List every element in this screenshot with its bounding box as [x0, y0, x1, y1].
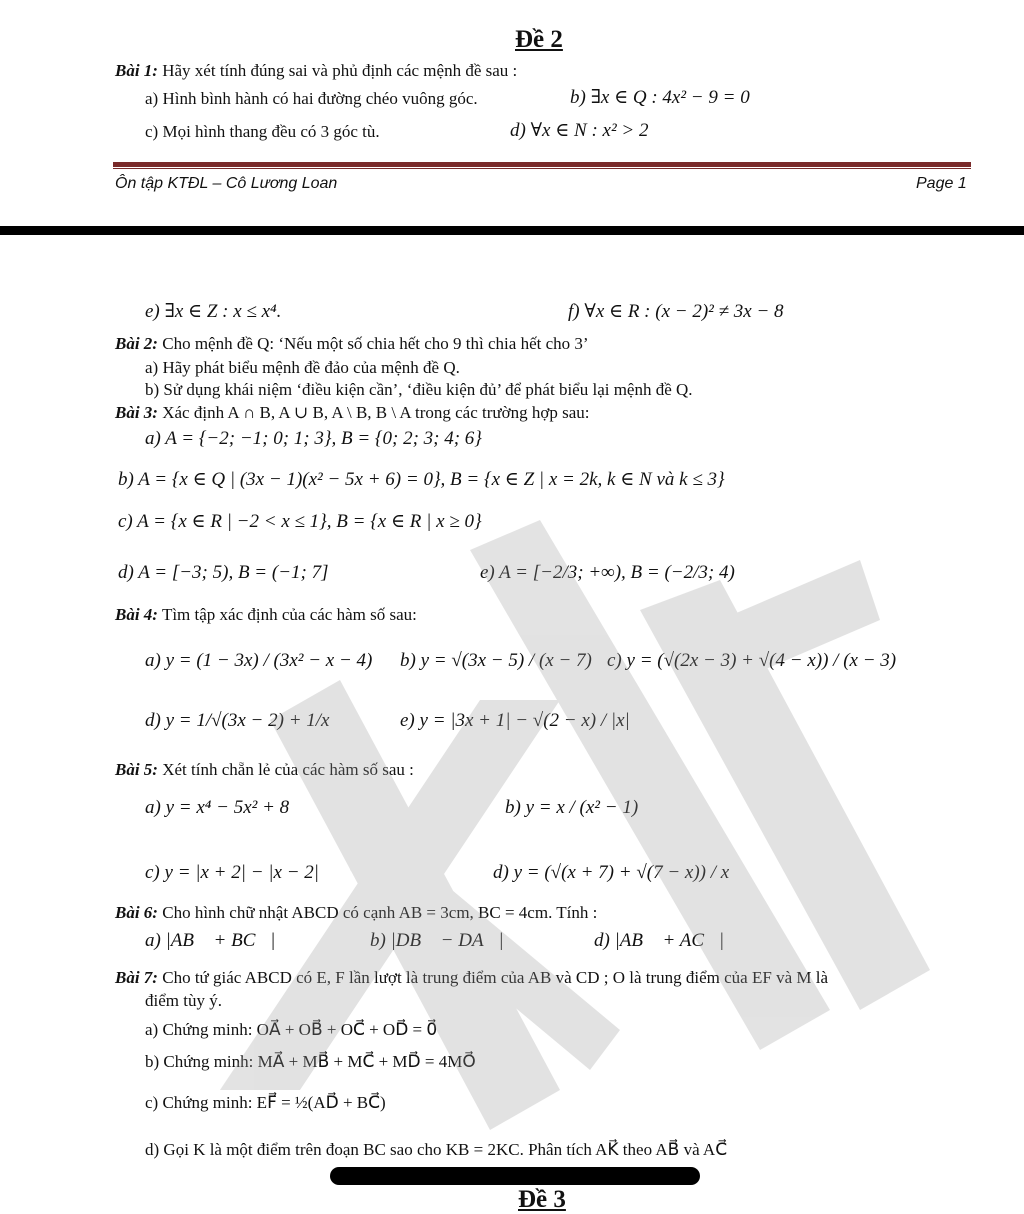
bai2-text: Cho mệnh đề Q: ‘Nếu một số chia hết cho 9 thì chia hết cho 3’	[162, 334, 589, 353]
bai5-item-d: d) y = (√(x + 7) + √(7 − x)) / x	[493, 862, 730, 883]
bai5-text: Xét tính chẵn lẻ của các hàm số sau :	[162, 760, 414, 779]
bai7-text-cont: điểm tùy ý.	[145, 991, 222, 1010]
bai6-item-a: a) |AB⃗ + BC⃗|	[145, 930, 276, 951]
bai6-item-d: d) |AB⃗ + AC⃗|	[594, 930, 725, 951]
bai7-heading: Bài 7:	[115, 968, 158, 987]
bai1-item-f: f) ∀x ∈ R : (x − 2)² ≠ 3x − 8	[568, 301, 784, 322]
scroll-indicator-bar	[330, 1167, 700, 1185]
bai5-item-a: a) y = x⁴ − 5x² + 8	[145, 797, 290, 818]
bai2-heading: Bài 2:	[115, 334, 158, 353]
footer-rule-thin	[113, 168, 971, 169]
bai4-heading: Bài 4:	[115, 605, 158, 624]
bai4-item-c: c) y = (√(2x − 3) + √(4 − x)) / (x − 3)	[607, 650, 897, 671]
bai1-item-b: b) ∃x ∈ Q : 4x² − 9 = 0	[570, 87, 750, 108]
bai3-line	[115, 403, 589, 423]
bai7-item-b: b) Chứng minh: MA⃗ + MB⃗ + MC⃗ + MD⃗ = 4MO⃗	[145, 1052, 476, 1071]
bai7-item-d: d) Gọi K là một điểm trên đoạn BC sao cho KB = 2KC. Phân tích AK⃗ theo AB⃗ và AC⃗	[145, 1140, 728, 1159]
bai3-item-c: c) A = {x ∈ R | −2 < x ≤ 1}, B = {x ∈ R | x ≥ 0}	[118, 511, 482, 532]
bai4-text: Tìm tập xác định của các hàm số sau:	[161, 605, 417, 624]
bai5-line	[115, 760, 414, 780]
bai4-item-b: b) y = √(3x − 5) / (x − 7)	[400, 650, 592, 671]
bai1-heading: Bài 1:	[115, 61, 158, 80]
bai2-item-a: a) Hãy phát biểu mệnh đề đảo của mệnh đề Q.	[145, 358, 460, 377]
bai3-heading: Bài 3:	[115, 403, 158, 422]
bai6-line	[115, 903, 597, 923]
bai5-item-c: c) y = |x + 2| − |x − 2|	[145, 862, 319, 883]
footer-rule	[113, 162, 971, 167]
bai4-line	[115, 605, 417, 625]
bai2-item-b: b) Sử dụng khái niệm ‘điều kiện cần’, ‘điều kiện đủ’ để phát biểu lại mệnh đề Q.	[145, 380, 693, 399]
bai1-item-a: a) Hình bình hành có hai đường chéo vuông góc.	[145, 89, 478, 108]
bai6-text: Cho hình chữ nhật ABCD có cạnh AB = 3cm, BC = 4cm. Tính :	[162, 903, 598, 922]
bai5-item-b: b) y = x / (x² − 1)	[505, 797, 639, 818]
bai3-item-a: a) A = {−2; −1; 0; 1; 3}, B = {0; 2; 3; 4; 6}	[145, 428, 482, 449]
bai1-line	[115, 61, 517, 81]
bai1-text: Hãy xét tính đúng sai và phủ định các mệnh đề sau :	[162, 61, 518, 80]
bai7-line	[115, 968, 828, 988]
bai1-item-e: e) ∃x ∈ Z : x ≤ x⁴.	[145, 301, 282, 322]
bai5-heading: Bài 5:	[115, 760, 158, 779]
page-break-bar	[0, 226, 1024, 235]
bai3-text: Xác định A ∩ B, A ∪ B, A \ B, B \ A trong các trường hợp sau:	[162, 403, 590, 422]
bai1-item-d: d) ∀x ∈ N : x² > 2	[510, 120, 649, 141]
bai3-item-b: b) A = {x ∈ Q | (3x − 1)(x² − 5x + 6) = 0}, B = {x ∈ Z | x = 2k, k ∈ N và k ≤ 3}	[118, 469, 725, 490]
bai3-item-d: d) A = [−3; 5), B = (−1; 7]	[118, 562, 329, 583]
footer-page-number: Page 1	[916, 175, 967, 192]
bai7-item-c: c) Chứng minh: EF⃗ = ½(AD⃗ + BC⃗)	[145, 1093, 386, 1112]
bai4-item-d: d) y = 1/√(3x − 2) + 1/x	[145, 710, 330, 731]
bai7-text: Cho tứ giác ABCD có E, F lần lượt là trung điểm của AB và CD ; O là trung điểm của EF và M là	[162, 968, 828, 987]
bai7-item-a: a) Chứng minh: OA⃗ + OB⃗ + OC⃗ + OD⃗ = 0⃗	[145, 1020, 438, 1039]
next-title-de-3: Đề 3	[518, 1186, 566, 1213]
footer-left: Ôn tập KTĐL – Cô Lương Loan	[115, 175, 338, 192]
bai6-heading: Bài 6:	[115, 903, 158, 922]
bai4-item-a: a) y = (1 − 3x) / (3x² − x − 4)	[145, 650, 373, 671]
bai6-item-b: b) |DB⃗ − DA⃗|	[370, 930, 504, 951]
bai4-item-e: e) y = |3x + 1| − √(2 − x) / |x|	[400, 710, 630, 731]
page-title-de-2: Đề 2	[515, 26, 563, 53]
bai1-item-c: c) Mọi hình thang đều có 3 góc tù.	[145, 122, 380, 141]
bai3-item-e: e) A = [−2/3; +∞), B = (−2/3; 4)	[480, 562, 735, 583]
bai2-line	[115, 334, 589, 354]
